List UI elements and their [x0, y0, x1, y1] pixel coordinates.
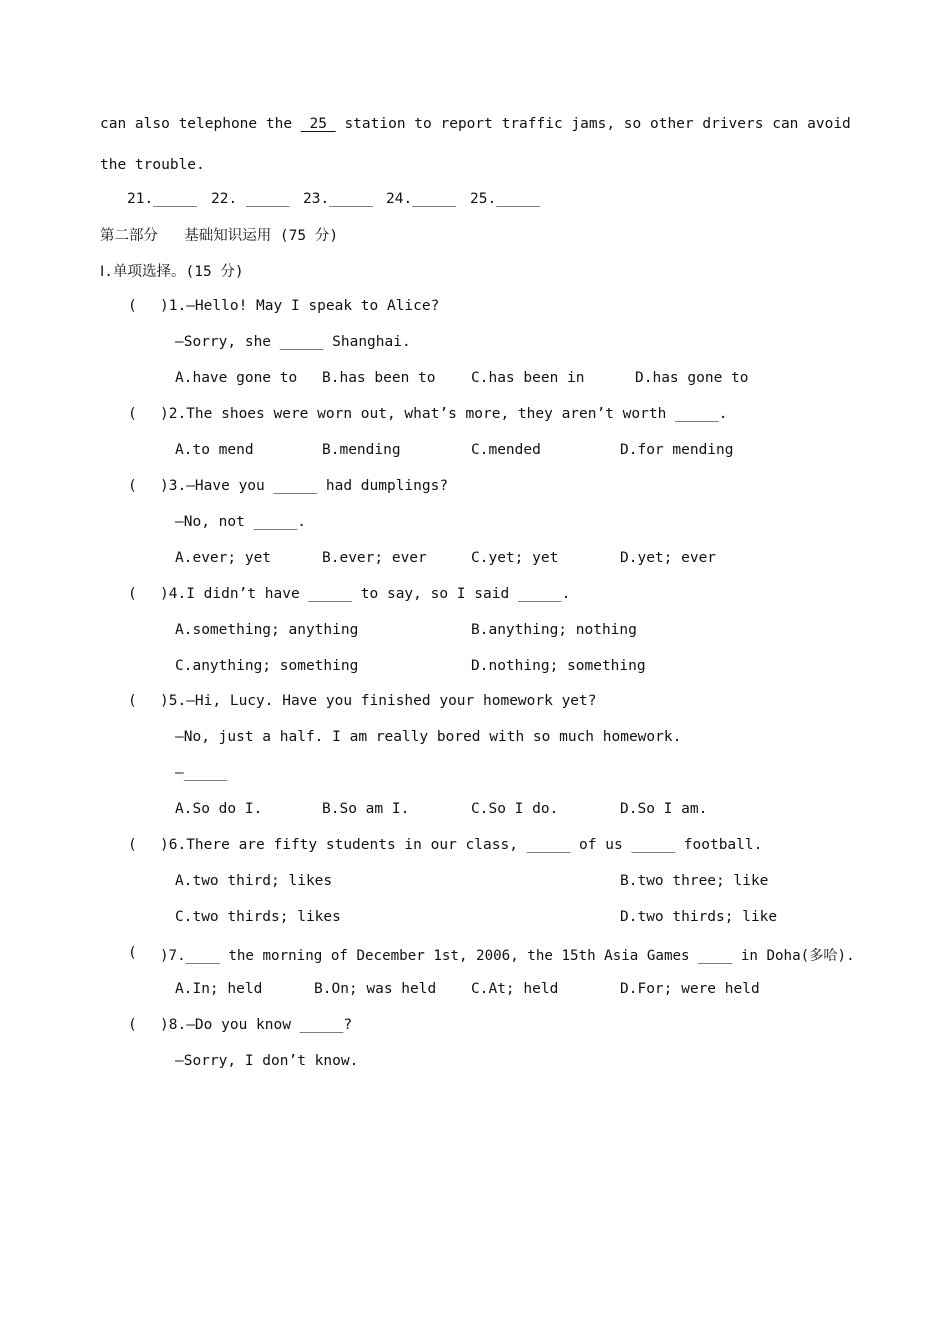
answer-paren: (: [128, 837, 137, 853]
part-two-heading: 第二部分 基础知识运用 (75 分): [100, 228, 339, 244]
answer-paren: (: [128, 586, 137, 602]
question-4-option-d: D.nothing; something: [471, 658, 646, 674]
question-1-option-c: C.has been in: [471, 370, 585, 386]
question-5-option-a: A.So do I.: [175, 801, 263, 817]
question-8-reply: —Sorry, I don’t know.: [175, 1053, 359, 1069]
answer-blank-23: 23._____: [303, 191, 373, 207]
question-5-reply-2: —_____: [175, 765, 228, 781]
question-6-option-d: D.two thirds; like: [620, 909, 778, 925]
passage-text: can also telephone the: [100, 116, 293, 132]
question-3-option-c: C.yet; yet: [471, 550, 559, 566]
question-2-option-a: A.to mend: [175, 442, 254, 458]
blank-25: 25: [300, 116, 336, 132]
answer-paren: (: [128, 406, 137, 422]
question-3-option-a: A.ever; yet: [175, 550, 272, 566]
question-2-stem: )2.The shoes were worn out, what’s more, they aren’t worth _____.: [160, 406, 728, 422]
question-1-option-a: A.have gone to: [175, 370, 298, 386]
answer-blank-25: 25._____: [470, 191, 540, 207]
question-7-option-c: C.At; held: [471, 981, 559, 997]
answer-blank-22: 22. _____: [211, 191, 290, 207]
question-1-stem: )1.—Hello! May I speak to Alice?: [160, 298, 440, 314]
question-4-stem: )4.I didn’t have _____ to say, so I said _____.: [160, 586, 571, 602]
question-5-option-d: D.So I am.: [620, 801, 708, 817]
question-4-option-b: B.anything; nothing: [471, 622, 637, 638]
question-5-reply: —No, just a half. I am really bored with so much homework.: [175, 729, 682, 745]
passage-line-1: [100, 114, 851, 134]
answer-blank-24: 24._____: [386, 191, 456, 207]
answer-paren: (: [128, 1017, 137, 1033]
question-2-option-c: C.mended: [471, 442, 541, 458]
section-one-heading: Ⅰ.单项选择。(15 分): [100, 264, 244, 280]
question-3-stem: )3.—Have you _____ had dumplings?: [160, 478, 449, 494]
answer-blank-21: 21._____: [127, 191, 197, 207]
question-3-option-d: D.yet; ever: [620, 550, 717, 566]
question-1-option-d: D.has gone to: [635, 370, 749, 386]
answer-paren: (: [128, 945, 137, 961]
question-4-option-c: C.anything; something: [175, 658, 359, 674]
answer-paren: (: [128, 478, 137, 494]
question-3-reply: —No, not _____.: [175, 514, 306, 530]
question-2-option-b: B.mending: [322, 442, 401, 458]
question-5-option-c: C.So I do.: [471, 801, 559, 817]
question-5-option-b: B.So am I.: [322, 801, 410, 817]
question-5-stem: )5.—Hi, Lucy. Have you finished your homework yet?: [160, 693, 597, 709]
question-1-option-b: B.has been to: [322, 370, 436, 386]
question-1-reply: —Sorry, she _____ Shanghai.: [175, 334, 411, 350]
answer-paren: (: [128, 298, 137, 314]
question-6-option-c: C.two thirds; likes: [175, 909, 341, 925]
passage-text: station to report traffic jams, so other drivers can avoid: [344, 116, 851, 132]
question-6-option-b: B.two three; like: [620, 873, 769, 889]
question-7-stem: )7.____ the morning of December 1st, 2006, the 15th Asia Games ____ in Doha(多哈).: [160, 948, 855, 964]
question-2-option-d: D.for mending: [620, 442, 734, 458]
answer-paren: (: [128, 693, 137, 709]
question-6-option-a: A.two third; likes: [175, 873, 333, 889]
question-7-option-d: D.For; were held: [620, 981, 760, 997]
passage-line-2: the trouble.: [100, 157, 205, 173]
question-7-option-a: A.In; held: [175, 981, 263, 997]
question-3-option-b: B.ever; ever: [322, 550, 427, 566]
question-8-stem: )8.—Do you know _____?: [160, 1017, 353, 1033]
question-7-option-b: B.On; was held: [314, 981, 437, 997]
question-4-option-a: A.something; anything: [175, 622, 359, 638]
question-6-stem: )6.There are fifty students in our class, _____ of us _____ football.: [160, 837, 763, 853]
